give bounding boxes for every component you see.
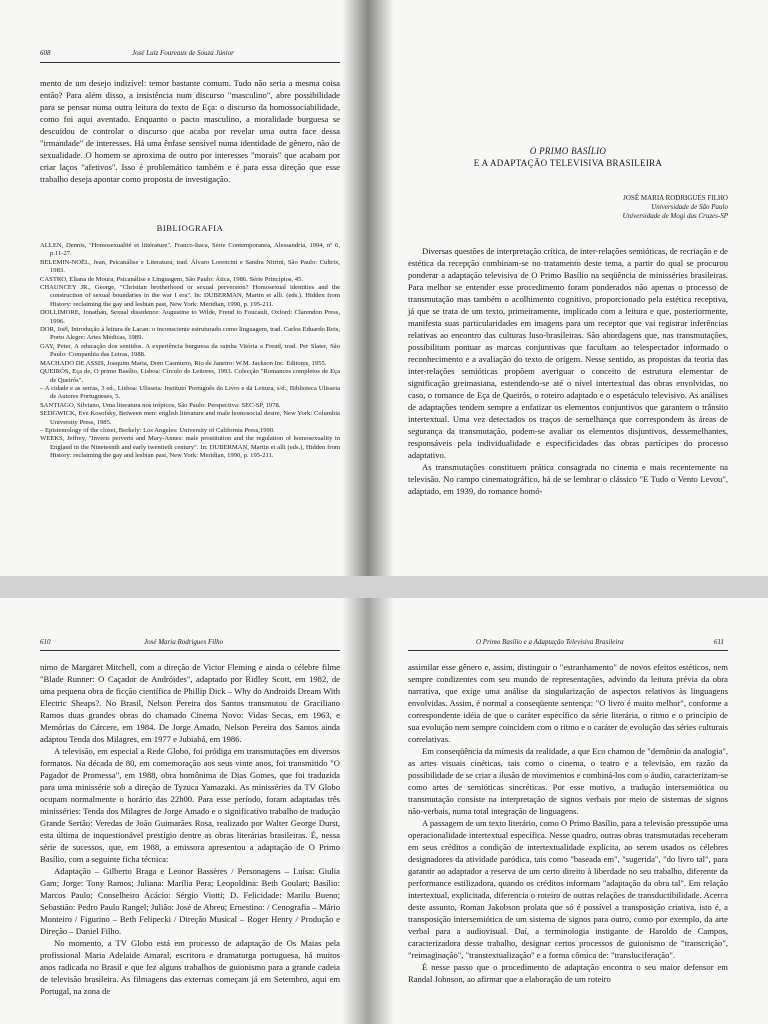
bibliography-entry: – A cidade e as serras, 3 ed., Lisboa: Ulisseia: Instituto Português do Livro e da Leitura, s/d., Biblioteca Ulisseia de Autores Portugueses, 5. [40, 384, 340, 401]
page-608 [0, 0, 368, 576]
page-611 [368, 598, 768, 1024]
running-head: José Luiz Foureaux de Souza Júnior [132, 49, 234, 57]
page-fold-shadow [342, 0, 368, 576]
bibliography-entry: SEDGWICK, Eve Kosofsky, Between men: english literature and male homosocial desire, New York: Columbia University Press, 1985. [40, 410, 340, 426]
body-text [408, 245, 728, 497]
paragraph: As transmutações constituem prática consagrada no cinema e mais recentemente na televisão. No campo cinematográfico, há de se lembrar o clássico "E Tudo o Vento Levou", adaptado, em 1939, do romance homó- [408, 462, 728, 496]
paragraph: A passagem de um texto literário, como O Primo Basílio, para a televisão pressupõe uma operacionalidade intertextual específica. Nesse quadro, outras obras transmutadas receberam em seus créditos a condição de intertextualidade explícita, ao serem usados os célebres designadores da atividade paródica, tais como "baseada em", "sugerida", "do livro tal", para garantir ao adaptador a reserva de um certo direito à liberdade no seu trabalho, diferente da performance estilizadora, quando os créditos informam "adaptação da obra tal". Em relação intertextual, explicitada, diferencia o roteiro de outras relações de transductibilidade. Acerca deste assunto, Roman Jakobson prolata que só é possível a transposição criativa, isto é, a transposição intersemiótica de um sistema de signos para outro, como por exemplo, da arte verbal para a audiovisual. Daí, a terminologia instigante de Haroldo de Campos, caracterizadora desse trabalho, designar certos processos de guionismo de "transcrição", "reimaginação", "transtextualização" e a forma cômica de: "transluciferação". [408, 818, 728, 960]
paragraph: assimilar esse gênero e, assim, distinguir o "estranhamento" de novos efeitos estéticos, nem sempre condizentes com seu mundo de representações, advindo da leitura prévia da obra narrativa, que exige uma análise da singularização de aspectos relativos às linguagens envolvidas. Assim, é normal a conseqüente sentença: "O livro é muito melhor", conforme a correspondente idéia de que o caráter específico da série literária, o ritmo e o princípio de sua evolução nem sempre coincidem com o ritmo e o caráter de evolução das séries culturais correlativas. [408, 662, 728, 744]
bibliography-entry: – Epistemology of the closet, Berkely: Los Angeles: University of California Press,1990. [40, 426, 275, 434]
running-head: O Primo Basílio e a Adaptação Televisiva Brasileira [476, 638, 624, 646]
paragraph: A televisão, em especial a Rede Globo, foi pródiga em transmutações em diversos formatos. Na década de 80, em comemoração aos seus vinte anos, foi transmitido "O Pagador de Promessa", em 1988, obra homônima de Dias Gomes, que foi traduzida para uma minissérie sob a direção de Tyzuca Yamazaki. As minisséries da TV Globo ocupam normalmente o horário das 22h00. Para esse período, foram adaptadas três minisséries: Tenda dos Milagres de Jorge Amado e o significativo trabalho de tradução Grande Sertão: Veredas de João Guimarães Rosa, realizado por Walter George Durst, esta última de inquestionável prestígio dentre as obras literárias brasileiras. É, nessa série de sucessos, que, em 1988, a emissora apresentou a adaptação de O Primo Basílio, com a seguinte ficha técnica: [40, 746, 340, 864]
paragraph: Diversas questões de interpretação crítica, de inter-relações semióticas, de recriação e de estética da recepção combinam-se no tratamento deste tema, a partir do qual se procurou ponderar a adaptação televisiva de O Primo Basílio na seqüência de minisséries brasileiras. Para melhor se entender esse procedimento foram ponderados não apenas o processo de transmutação mas também o acolhimento cognitivo, proporcionado pela estética receptiva, já que se trata de um texto, primeiramente, implicado com a leitura e que, posteriormente, manifesta suas particularidades em imagens para um receptor que vai registrar inferências relativas ao encontro das culturas luso-brasileiras. São abordagens que, nas transmutações, possibilitam pontuar as marcas conjuntivas que facultam ao telespectador informado o reconhecimento e a avaliação do texto de origem. Nesse sentido, as propostas da teoria das inter-relações semióticas propõem averiguar o conceito de estrutura elementar de significação greimasiana, estendendo-se até o nível intertextual das obras envolvidas, no caso, o romance de Eça de Queirós, o roteiro adaptado e o espetáculo televisivo. As análises de adaptações tendem sempre a enfatizar os elementos conjuntivos que garantem o trânsito intertextual. Uma vez detectados os traços de semelhança que correspondem às áreas de segurança da transmutação, podem-se avaliar os elementos disjuntivos, dessemelhantes, responsáveis pela individualidade e especificidades das obras partícipes do processo adaptativo. [408, 246, 728, 460]
header-rule [408, 650, 728, 651]
bibliography-entry: CASTRO, Eliana de Moura, Psicanálise e Linguagem, São Paulo: Ática, 1986. Série Princípios, 45. [40, 275, 303, 283]
author-affiliation: Universidade de Mogi das Cruzes-SP [622, 212, 728, 220]
bibliography-entry: DOLLIMORE, Jonathan, Sexual dissidence: Augustine to Wilde, Freud to Foucault, Oxford: Clarendon Press, 1996. [40, 309, 340, 325]
bibliography-entry: MACHADO DE ASSIS, Joaquim Maria, Dom Casmurro, Rio de Janeiro: W.M. Jackson Inc. Editores, 1955. [40, 359, 327, 367]
paragraph: Em conseqüência da mímesis da realidade, a que Eco chamou de "demônio da analogia", as artes visuais cinéticas, tais como o cinema, o teatro e a televisão, em razão da possibilidade de se criar a ilusão de movimentos e combiná-los com o áudio, caracterizam-se como artes de semióticas sincréticas. Por esse motivo, a tradução intersemiótica ou transmutação consiste na interpretação de signos verbais por meio de sistemas de signos não-verbais, numa total integração de linguagens. [408, 746, 729, 816]
page-number: 610 [40, 638, 51, 646]
page-fold-shadow [368, 0, 394, 576]
page-number: 611 [714, 638, 724, 646]
body-text [40, 77, 340, 185]
bibliography-entry: DOR, Joël, Introdução à leitura de Lacan: o inconsciente estruturado como linguagem, trad. Carlos Eduardo Reis, Porto Alegre: Artes Médicas, 1989. [40, 326, 340, 342]
header-rule [40, 62, 340, 63]
article-title-line2: E A ADAPTAÇÃO TELEVISIVA BRASILEIRA [473, 158, 663, 168]
bibliography-entry: BELEMIN-NOËL, Jean, Psicanálise e Literatura, trad. Álvaro Lorencini e Sandra Nitrini, São Paulo: Cultrix, 1983. [40, 258, 340, 275]
paragraph: nimo de Margaret Mitchell, com a direção de Victor Fleming e ainda o célebre filme "Blade Runner: O Caçador de Andróides", adaptado por Ridley Scott, em 1982, de uma pequena obra de ficção científica de Phillip Dick – Why do Androids Dream With Electric Sheaps?. No Brasil, Nelson Pereira dos Santos transmutou de Graciliano Ramos duas grandes obras do chamado Cinema Novo: Vidas Secas, em 1963, e Memórias do Cárcere, em 1984. De Jorge Amado, Nelson Pereira dos Santos ainda adaptou Tenda dos Milagres, em 1977 e Jubiabá, em 1986. [40, 662, 340, 744]
author-name: JOSÉ MARIA RODRIGUES FILHO [623, 194, 728, 202]
paragraph: No momento, a TV Globo está em processo de adaptação de Os Maias pela profissional Maria Adelaide Amaral, escritora e dramaturga portuguesa, há muitos anos radicada no Brasil e que fez alguns trabalhos de guionismo para a grande cadeia de televisão brasileira. As filmagens das externas começam já em Setembro, aqui em Portugal, na zona de [40, 938, 340, 996]
page-fold-shadow [368, 598, 394, 1024]
page-610 [0, 598, 368, 1024]
paragraph: mento de um desejo indizível: temor bastante comum. Tudo não seria a mesma coisa então? Para além disso, a insistência num discurso "masculino", abre possibilidade para se pensar numa outra leitura do texto de Eça: o discurso da homossociabilidade, como foi aqui aventado. Enquanto o pacto masculino, a moralidade burguesa se descuidou de controlar o discurso que acaba por revelar uma outra face dessa "irmandade" de interesses. Há uma ênfase sensível numa identidade de gênero, não de sexualidade. O homem se aproxima de outro por interesses "morais" que acabam por criar laços "afetivos". Isso é problemático também e é para essa direção que esse trabalho deseja apontar como proposta de investigação. [40, 78, 340, 184]
page-number: 608 [40, 49, 51, 57]
page-gap [0, 576, 768, 598]
bibliography-entry: GAY, Peter, A educação dos sentidos. A experiência burguesa da rainha Vitória a Freud, trad. Per Slater, São Paulo: Companhia das Letras, 1988. [40, 342, 340, 359]
bibliography-entry: QUEIRÓS, Eça de, O primo Basílio, Lisboa: Círculo de Leitores, 1993. Colecção "Romances completos de Eça de Queirós". [40, 368, 340, 384]
author-affiliation: Universidade de São Paulo [651, 203, 728, 211]
page-609 [368, 0, 768, 576]
body-text [40, 661, 340, 997]
bibliography-entry: SANTIAGO, Silviano, Uma literatura nos trópicos, São Paulo: Perspectiva: SEC-SP, 1978. [40, 401, 281, 409]
bibliography-entry: ALLEN, Dennis, "Homosexualité et littérature". Franco-Itaca, Série Contemporanea, Alessandria, 1994, nº 6, p.11-27. [40, 242, 340, 258]
body-text [408, 661, 728, 985]
running-head: José Maria Rodrigues Filho [144, 638, 224, 646]
header-rule [40, 650, 340, 651]
bibliography-entry: WEEKS, Jeffrey, "Inverts perverts and Mary-Annes: male prostitution and the regulation of homosexuality in England in the Nineteenth and early twentieth century". In: DUBERMAN, Martin et alli (eds.), Hidden from History: reclaiming the gay and lesbian past, New York: Meridian, 1990, p. 195-211. [40, 435, 340, 460]
bibliography-list [40, 242, 340, 461]
paragraph: É nesse passo que o procedimento de adaptação encontra o seu maior defensor em Randal Johnson, ao afirmar que a elaboração de um roteiro [408, 962, 728, 984]
page-fold-shadow [342, 598, 368, 1024]
article-title-line1: O PRIMO BASÍLIO [529, 146, 607, 156]
paragraph: Adaptação – Gilberto Braga e Leonor Bassères / Personagens – Luísa: Giulia Gam; Jorge: Tony Ramos; Juliana: Marília Pera; Leopoldina: Beth Goulart; Basílio: Marcos Paulo; Conselheiro Acácio: Sérgio Viotti; D. Felicidade: Marilu Bueno; Sebastião: Pedro Paulo Rangel; Julião: José de Abreu; Ernestino: / Cenografia – Mário Monteiro / Figurino – Beth Felipecki / Direção Musical – Roger Henry / Produção e Direção – Daniel Filho. [40, 866, 340, 936]
bibliography-title: BIBLIOGRAFIA [156, 223, 224, 233]
bibliography-entry: CHAUNCEY JR., George, "Christian brotherhood or sexual perversion? Homosexual identities and the construction of sexual boundaries in the war I era". In: DUBERMAN, Martin et alli. (eds.). Hidden from History: reclaiming the gay and lesbian past, New York: Meridian, 1990, p. 195-211. [40, 284, 340, 308]
